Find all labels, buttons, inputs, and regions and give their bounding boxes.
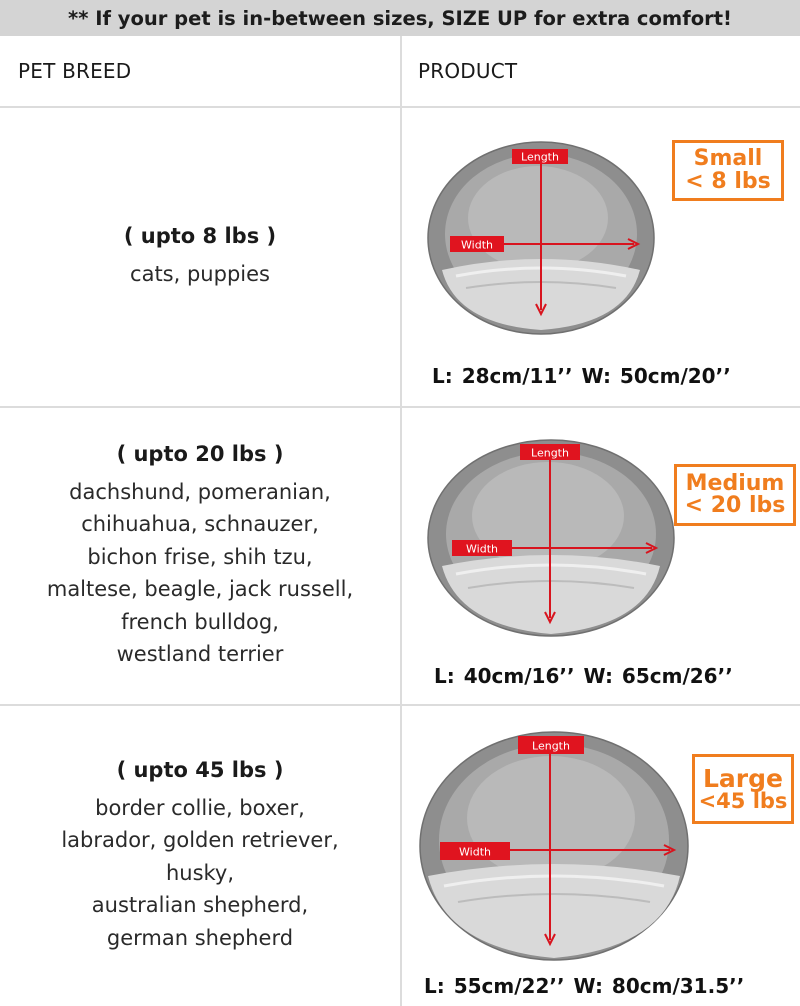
size-limit: < 20 lbs	[684, 493, 786, 518]
weight-range: ( upto 8 lbs )	[123, 223, 277, 248]
breed-line: border collie, boxer,	[95, 795, 305, 820]
product-cell-small	[402, 108, 800, 406]
length-label: Length	[532, 739, 570, 753]
size-name: Small	[693, 146, 763, 172]
plush-bed-image	[426, 138, 666, 338]
breed-line: labrador, golden retriever,	[61, 828, 339, 853]
dimensions-small: L: 28cm/11’’ W: 50cm/20’’	[432, 364, 731, 388]
breed-line: westland terrier	[116, 642, 284, 666]
breed-line: cats, puppies	[130, 261, 270, 286]
plush-bed-image	[416, 726, 696, 964]
plush-bed-image	[426, 436, 686, 640]
size-badge-medium	[674, 464, 796, 526]
size-up-banner: ** If your pet is in-between sizes, SIZE UP for extra comfort!	[0, 0, 800, 36]
breed-line: maltese, beagle, jack russell,	[46, 577, 354, 601]
dimensions-medium: L: 40cm/16’’ W: 65cm/26’’	[434, 664, 733, 688]
breed-cell-large	[0, 706, 400, 1006]
breed-cell-small	[0, 108, 400, 406]
weight-range: ( upto 20 lbs )	[116, 441, 284, 466]
size-name: Medium	[685, 470, 785, 496]
product-cell-large	[402, 706, 800, 1006]
product-cell-medium	[402, 408, 800, 704]
length-label: Length	[531, 446, 569, 460]
breed-line: german shepherd	[106, 925, 294, 950]
size-chart-table	[0, 36, 800, 1006]
size-name: Large	[703, 763, 783, 793]
dimensions-large: L: 55cm/22’’ W: 80cm/31.5’’	[424, 974, 745, 998]
size-badge-large	[692, 754, 794, 824]
column-header-product: PRODUCT	[418, 59, 518, 83]
width-label: Width	[459, 845, 491, 859]
size-limit: < 8 lbs	[685, 168, 771, 194]
breed-line: french bulldog,	[121, 609, 279, 634]
width-label: Width	[461, 238, 493, 252]
breed-list	[130, 258, 270, 291]
breed-line: bichon frise, shih tzu,	[87, 544, 313, 569]
size-badge-small	[672, 140, 784, 201]
breed-line: chihuahua, schnauzer,	[81, 512, 319, 536]
size-limit: <45 lbs	[698, 789, 788, 814]
weight-range: ( upto 45 lbs )	[116, 757, 284, 782]
length-label: Length	[521, 150, 559, 164]
breed-list	[47, 476, 353, 671]
breed-line: husky,	[165, 860, 235, 885]
breed-line: australian shepherd,	[91, 893, 309, 918]
breed-line: dachshund, pomeranian,	[69, 479, 331, 504]
width-label: Width	[466, 542, 498, 556]
breed-cell-medium	[0, 408, 400, 704]
breed-list	[61, 792, 338, 955]
column-header-breed: PET BREED	[18, 59, 132, 83]
